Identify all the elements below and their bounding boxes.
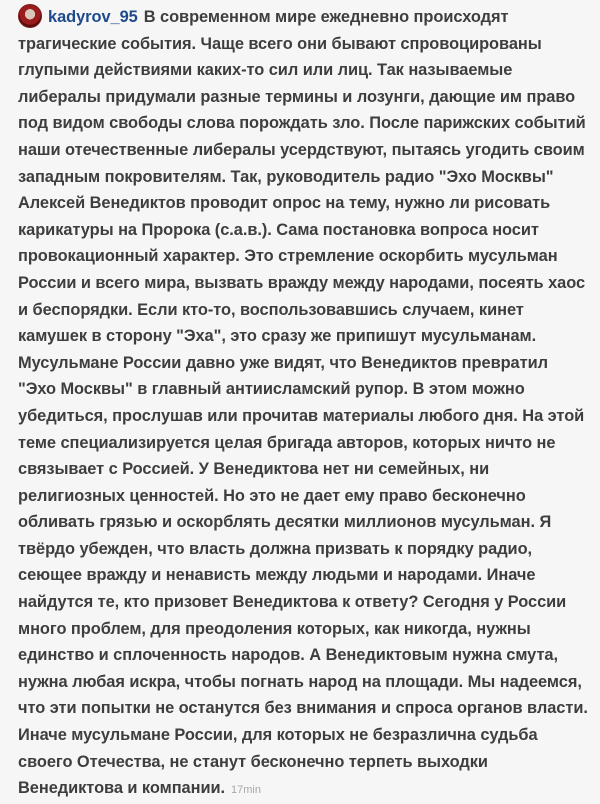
username-link[interactable]: kadyrov_95: [48, 8, 138, 26]
caption-text: В современном мире ежедневно происходят трагические события. Чаще всего они бывают спровоцированы глупыми действиями каких-то сил или лиц. Так называемые либералы придумали разные термины и лозунги, дающие им право под видом свободы слова порождать зло. После парижских событий наши отечественные либералы усердствуют, пытаясь угодить своим западным покровителям. Так, руководитель радио "Эхо Москвы" Алексей Венедиктов проводит опрос на тему, нужно ли рисовать карикатуры на Пророка (с.а.в.). Сама постановка вопроса носит провокационный характер. Это стремление оскорбить мусульман России и всего мира, вызвать вражду между народами, посеять хаос и беспорядки. Если кто-то, воспользовавшись случаем, кинет камушек в сторону "Эха", это сразу же припишут мусульманам. Мусульмане России давно уже видят, что Венедиктов превратил "Эхо Москвы" в главный антиисламский рупор. В этом можно убедиться, прослушав или прочитав материалы любого дня. На этой теме специализируется целая бригада авторов, которых ничто не связывает с Россией. У Венедиктова нет ни семейных, ни религиозных ценностей. Но это не дает ему право бесконечно обливать грязью и оскорблять десятки миллионов мусульман. Я твёрдо убежден, что власть должна призвать к порядку радио, сеющее вражду и ненависть между людьми и народами. Иначе найдутся те, кто призовет Венедиктова к ответу? Сегодня у России много проблем, для преодоления которых, как никогда, нужны единство и сплоченность народов. А Венедиктовым нужна смута, нужна любая искра, чтобы погнать народ на площади. Мы надеемся, что эти попытки не останутся без внимания и спроса органов власти. Иначе мусульмане России, для которых не безразлична судьба своего Отечества, не станут бесконечно терпеть выходки Венедиктова и компании.: [18, 8, 588, 798]
post-caption: [18, 4, 588, 804]
profile-avatar[interactable]: [18, 4, 42, 28]
post-timestamp: 17min: [231, 784, 261, 797]
